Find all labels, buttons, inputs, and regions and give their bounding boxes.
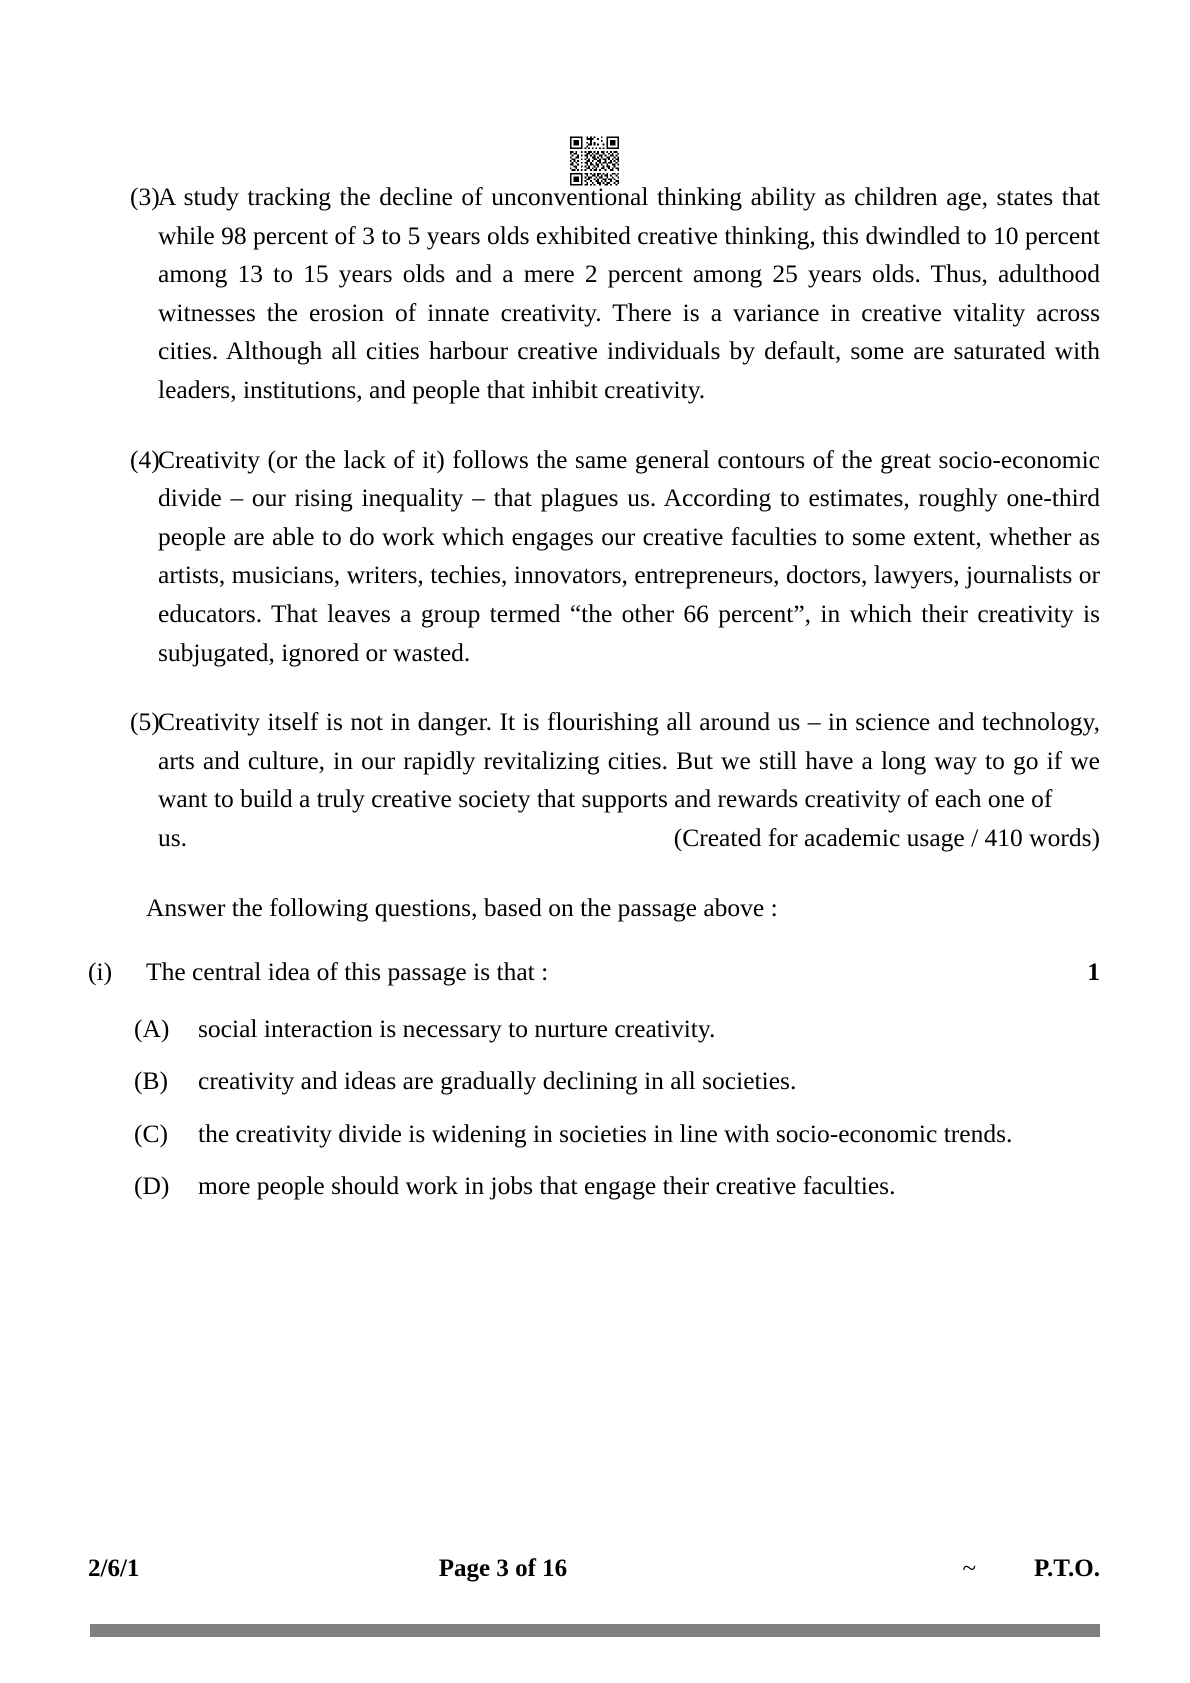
option-label: (D) (134, 1171, 170, 1201)
passage-content (88, 178, 1100, 1220)
tilde-separator: ~ (962, 1555, 976, 1582)
instruction-line: Answer the following questions, based on the passage above : (146, 892, 778, 922)
paper-code: 2/6/1 (88, 1555, 140, 1582)
option-list (88, 1010, 1100, 1206)
paragraph-credit-row (158, 819, 1100, 858)
source-credit: (Created for academic usage / 410 words) (673, 822, 1100, 852)
option-text: creativity and ideas are gradually declining in all societies. (198, 1066, 797, 1096)
option-text: social interaction is necessary to nurture creativity. (198, 1013, 716, 1043)
paragraph-number: (5) (130, 707, 160, 737)
option-item[interactable] (88, 1167, 1100, 1206)
option-item[interactable] (88, 1115, 1100, 1154)
paragraph-text: A study tracking the decline of unconventional thinking ability as children age, states that while 98 percent of 3 to 5 years olds exhibited creative thinking, this dwindled to 10 percent among 13 to 15 years olds and a mere 2 percent among 25 years olds. Thus, adulthood witnesses the erosion of innate creativity. There is a variance in creative vitality across cities. Although all cities harbour creative individuals by default, some are saturated with leaders, institutions, and people that inhibit creativity. (158, 182, 1100, 404)
option-label: (B) (134, 1066, 168, 1096)
passage-paragraph (88, 703, 1100, 857)
paragraph-text: Creativity (or the lack of it) follows the same general contours of the great socio-economic divide – our rising inequality – that plagues us. According to estimates, roughly one-third people are able to do work which engages our creative faculties to some extent, whether as artists, musicians, writers, techies, innovators, entrepreneurs, doctors, lawyers, journalists or educators. That leaves a group termed “the other 66 percent”, in which their creativity is subjugated, ignored or wasted. (158, 444, 1100, 667)
option-label: (A) (134, 1013, 170, 1043)
option-label: (C) (134, 1118, 168, 1148)
option-text: the creativity divide is widening in societies in line with socio-economic trends. (198, 1118, 1013, 1148)
footer-bar (90, 1624, 1100, 1637)
question-marks: 1 (1087, 957, 1100, 987)
page-number: Page 3 of 16 (438, 1555, 568, 1582)
passage-paragraph (88, 178, 1100, 410)
option-item[interactable] (88, 1062, 1100, 1101)
option-item[interactable] (88, 1010, 1100, 1049)
question-text: The central idea of this passage is that : (146, 957, 549, 987)
passage-paragraph (88, 441, 1100, 673)
option-text: more people should work in jobs that engage their creative faculties. (198, 1171, 896, 1201)
paragraph-text: Creativity itself is not in danger. It is flourishing all around us – in science and technology, arts and culture, in our rapidly revitalizing cities. But we still have a long way to go if we want to build a truly creative society that supports and rewards creativity of each one of (158, 707, 1100, 814)
page-footer (88, 1555, 1100, 1583)
paragraph-tail-word: us. (158, 822, 188, 852)
question-number: (i) (88, 957, 113, 987)
question-row (88, 953, 1100, 992)
turn-over-label: P.T.O. (1034, 1555, 1100, 1582)
paragraph-number: (3) (130, 182, 160, 211)
paragraph-number: (4) (130, 444, 160, 474)
